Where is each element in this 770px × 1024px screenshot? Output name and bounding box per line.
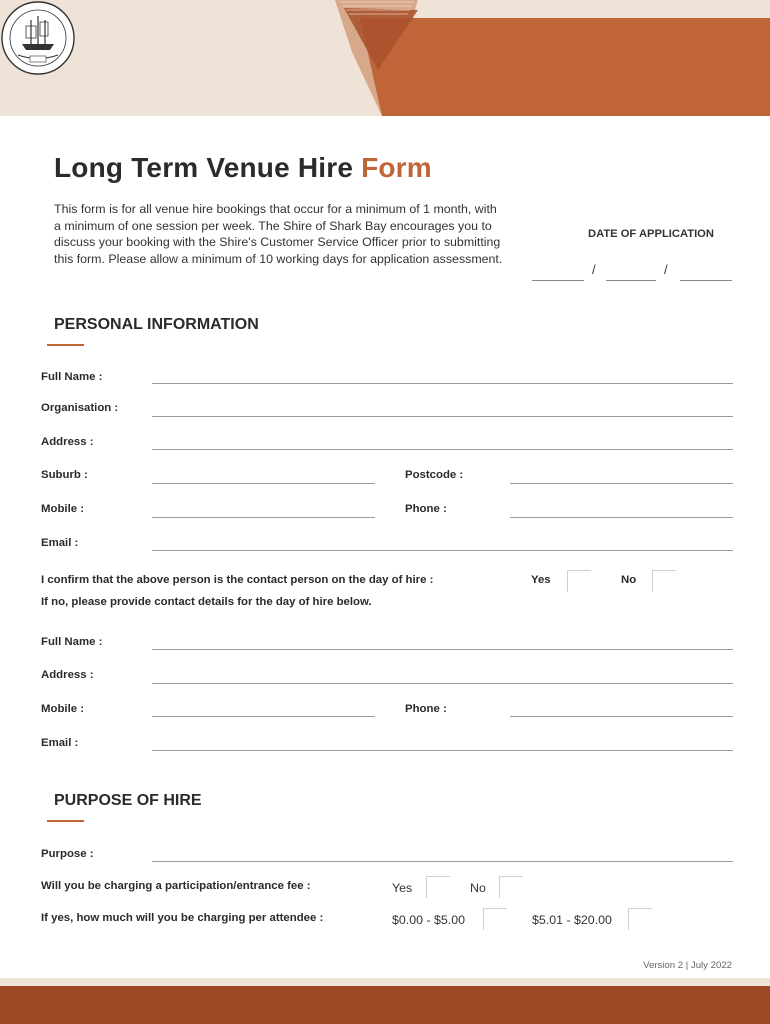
version-text: Version 2 | July 2022 (643, 960, 732, 971)
confirm-no-label: No (621, 574, 637, 586)
fee-range-1-label: $0.00 - $5.00 (392, 913, 466, 927)
charging-yes-label: Yes (392, 881, 413, 895)
fee-range-2-checkbox[interactable] (628, 908, 652, 930)
shire-logo (0, 0, 76, 76)
organisation-label: Organisation : (41, 402, 119, 414)
confirm-yes-checkbox[interactable] (567, 570, 591, 592)
purpose-label: Purpose : (41, 848, 94, 860)
date-of-application-label: DATE OF APPLICATION (588, 228, 714, 240)
alt-full-name-label: Full Name : (41, 636, 103, 648)
email-field[interactable] (152, 550, 733, 551)
purpose-heading: PURPOSE OF HIRE (54, 792, 202, 809)
alt-address-field[interactable] (152, 683, 733, 684)
section-rule (47, 344, 84, 346)
address-label: Address : (41, 436, 94, 448)
title-main: Long Term Venue Hire (54, 152, 354, 183)
alt-mobile-label: Mobile : (41, 703, 85, 715)
page-title (54, 152, 432, 184)
organisation-field[interactable] (152, 416, 733, 417)
date-day-field[interactable] (532, 280, 584, 281)
header-banner (0, 0, 770, 116)
alt-email-label: Email : (41, 737, 79, 749)
contact-confirm-question: I confirm that the above person is the contact person on the day of hire : (41, 574, 434, 586)
charging-no-label: No (470, 881, 486, 895)
full-name-field[interactable] (152, 383, 733, 384)
suburb-field[interactable] (152, 483, 375, 484)
personal-info-heading: PERSONAL INFORMATION (54, 316, 259, 333)
alt-mobile-field[interactable] (152, 716, 375, 717)
address-field[interactable] (152, 449, 733, 450)
intro-text: This form is for all venue hire bookings that occur for a minimum of 1 month, with a minimum of one session per week. The Shire of Shark Bay encourages you to discuss your booking with the Shire's Customer Service Officer prior to submitting this form. Please allow a minimum of 10 working days for application assessment. (54, 202, 503, 266)
charging-fee-question: Will you be charging a participation/entrance fee : (41, 880, 311, 892)
header-decoration (0, 0, 770, 116)
alt-phone-field[interactable] (510, 716, 733, 717)
alt-contact-instruction: If no, please provide contact details for the day of hire below. (41, 596, 372, 608)
footer-band (0, 986, 770, 1024)
mobile-field[interactable] (152, 517, 375, 518)
alt-email-field[interactable] (152, 750, 733, 751)
footer-strip (0, 978, 770, 986)
date-year-field[interactable] (680, 280, 732, 281)
email-label: Email : (41, 537, 79, 549)
mobile-label: Mobile : (41, 503, 85, 515)
full-name-label: Full Name : (41, 371, 103, 383)
fee-range-2-label: $5.01 - $20.00 (532, 913, 612, 927)
suburb-label: Suburb : (41, 469, 88, 481)
purpose-field[interactable] (152, 861, 733, 862)
confirm-no-checkbox[interactable] (652, 570, 676, 592)
date-separator: / (664, 262, 668, 277)
postcode-label: Postcode : (405, 469, 464, 481)
alt-address-label: Address : (41, 669, 94, 681)
section-rule (47, 820, 84, 822)
alt-phone-label: Phone : (405, 703, 447, 715)
charging-no-checkbox[interactable] (499, 876, 523, 898)
postcode-field[interactable] (510, 483, 733, 484)
charging-yes-checkbox[interactable] (426, 876, 450, 898)
date-month-field[interactable] (606, 280, 656, 281)
phone-label: Phone : (405, 503, 447, 515)
phone-field[interactable] (510, 517, 733, 518)
title-accent: Form (361, 152, 432, 183)
confirm-yes-label: Yes (531, 574, 551, 586)
date-separator: / (592, 262, 596, 277)
fee-range-1-checkbox[interactable] (483, 908, 507, 930)
fee-amount-question: If yes, how much will you be charging per attendee : (41, 912, 324, 924)
alt-full-name-field[interactable] (152, 649, 733, 650)
